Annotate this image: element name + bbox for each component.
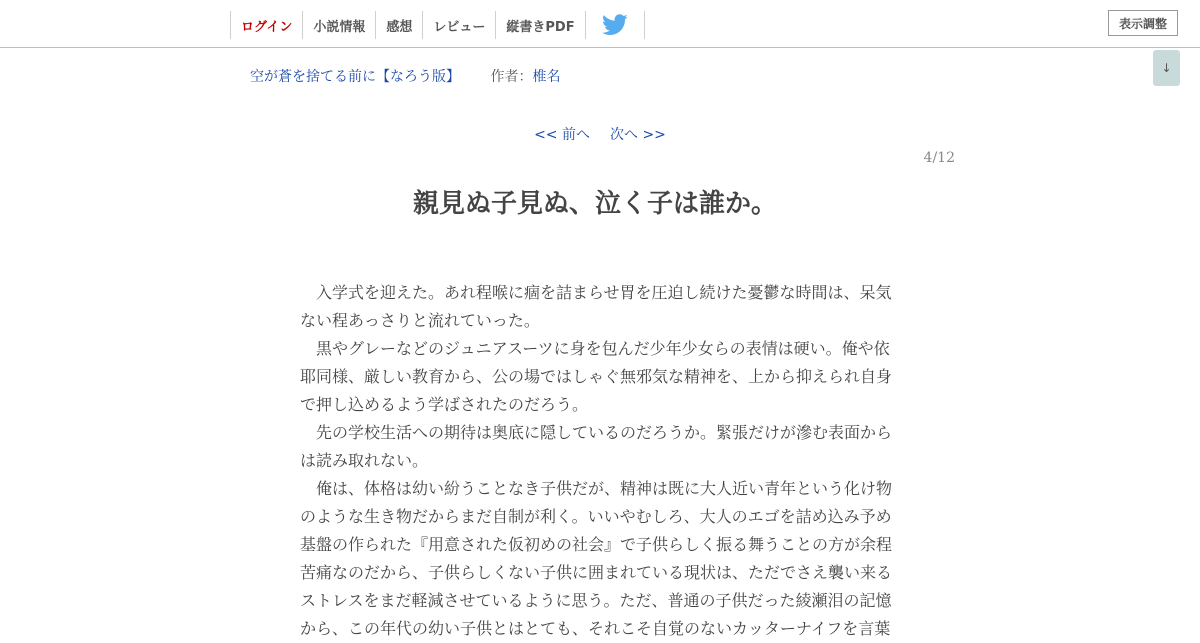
- author-label: 作者：: [490, 69, 533, 85]
- novel-nav: [230, 11, 645, 39]
- twitter-bird-icon: [602, 14, 628, 36]
- contents-bar: [250, 66, 560, 86]
- chapter-pager: [0, 124, 1200, 144]
- prev-chapter-link[interactable]: << 前へ: [534, 127, 590, 143]
- page-count: 4/12: [923, 150, 955, 166]
- series-title-link[interactable]: 空が蒼を捨てる前に【なろう版】: [250, 69, 460, 85]
- chapter-title: 親見ぬ子見ぬ、泣く子は誰か。: [412, 189, 777, 219]
- body-paragraph: 入学式を迎えた。あれ程喉に痼を詰まらせ胃を圧迫し続けた憂鬱な時間は、呆気ない程あっさりと流れていった。: [300, 283, 892, 330]
- impressions-link[interactable]: 感想: [376, 11, 423, 39]
- login-link[interactable]: ログイン: [231, 11, 303, 39]
- author-link[interactable]: 椎名: [532, 69, 561, 85]
- novel-body: [300, 279, 896, 643]
- novel-info-link[interactable]: 小説情報: [303, 11, 376, 39]
- body-paragraph: 先の学校生活への期待は奥底に隠しているのだろうか。緊張だけが滲む表面からは読み取れない。: [300, 423, 893, 470]
- display-adjust-button[interactable]: 表示調整: [1108, 10, 1178, 36]
- next-chapter-link[interactable]: 次へ >>: [610, 127, 666, 143]
- vertical-pdf-link[interactable]: 縦書きPDF: [496, 11, 585, 39]
- body-paragraph: 俺は、体格は幼い紛うことなき子供だが、精神は既に大人近い青年という化け物のような生き物だからまだ自制が利く。いいやむしろ、大人のエゴを詰め込み予め基盤の作られた『用意された仮初めの社会』で子供らしく振る舞うことの方が余程苦痛なのだから、子供らしくない子供に囲まれている現状は、ただでさえ襲い来るストレスをまだ軽減させているように思う。ただ、普通の子供だった綾瀬泪の記憶から、この年代の幼い子供とはとても、それこそ自覚のないカッターナイフを言葉: [300, 479, 893, 638]
- body-paragraph: 黒やグレーなどのジュニアスーツに身を包んだ少年少女らの表情は硬い。俺や依耶同様、厳しい教育から、公の場ではしゃぐ無邪気な精神を、上から抑えられ自身で押し込めるよう学ばされたのだろう。: [300, 339, 893, 414]
- scroll-down-button[interactable]: ↓: [1153, 50, 1180, 86]
- site-header: [0, 0, 1200, 48]
- review-link[interactable]: レビュー: [423, 11, 496, 39]
- twitter-share-link[interactable]: [586, 11, 645, 39]
